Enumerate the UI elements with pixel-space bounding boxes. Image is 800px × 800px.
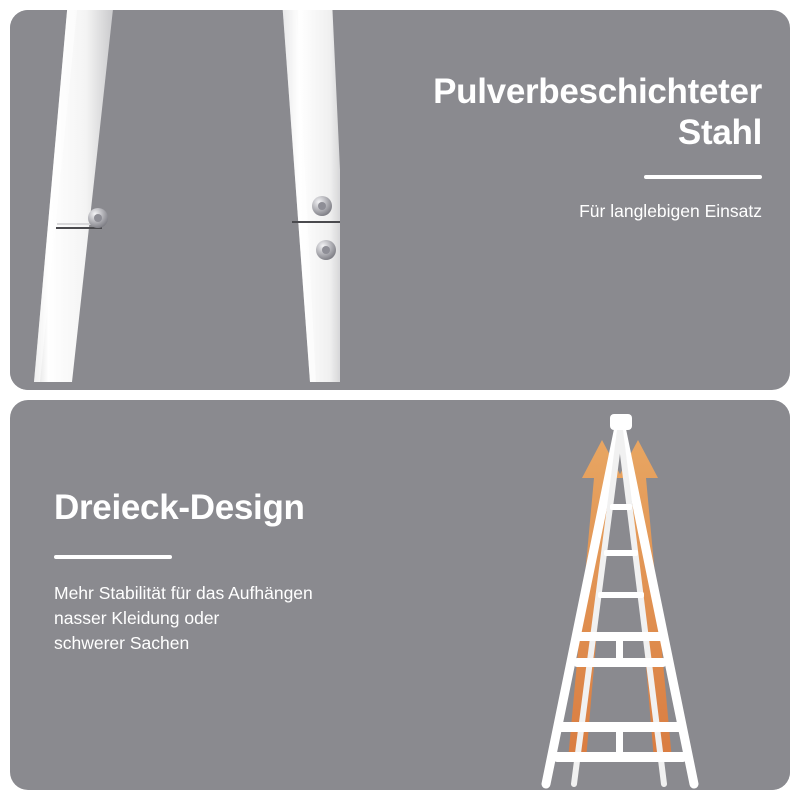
title-divider-bottom — [54, 555, 172, 559]
panel-subtitle-line2: nasser Kleidung oder — [54, 607, 220, 628]
panel-title-line2: Stahl — [677, 112, 762, 152]
panel-subtitle-line1: Mehr Stabilität für das Aufhängen — [54, 582, 313, 603]
steel-legs-photo — [10, 10, 340, 390]
feature-panel-powder-coated-steel — [10, 10, 790, 390]
title-divider-top — [644, 175, 762, 179]
panel-title-bottom: Dreieck-Design — [54, 488, 305, 527]
panel-subtitle-line3: schwerer Sachen — [54, 633, 190, 654]
panel-title-top — [332, 72, 762, 153]
panel-text-block-top — [332, 72, 762, 224]
panel-subtitle-bottom — [54, 581, 454, 657]
feature-panel-triangle-design — [10, 400, 790, 790]
panel-text-block-bottom — [54, 488, 454, 657]
panel-title-line1: Pulverbeschichteter — [433, 72, 762, 111]
triangle-rack-photo — [450, 400, 790, 790]
panel-subtitle-top: Für langlebigen Einsatz — [579, 201, 762, 222]
